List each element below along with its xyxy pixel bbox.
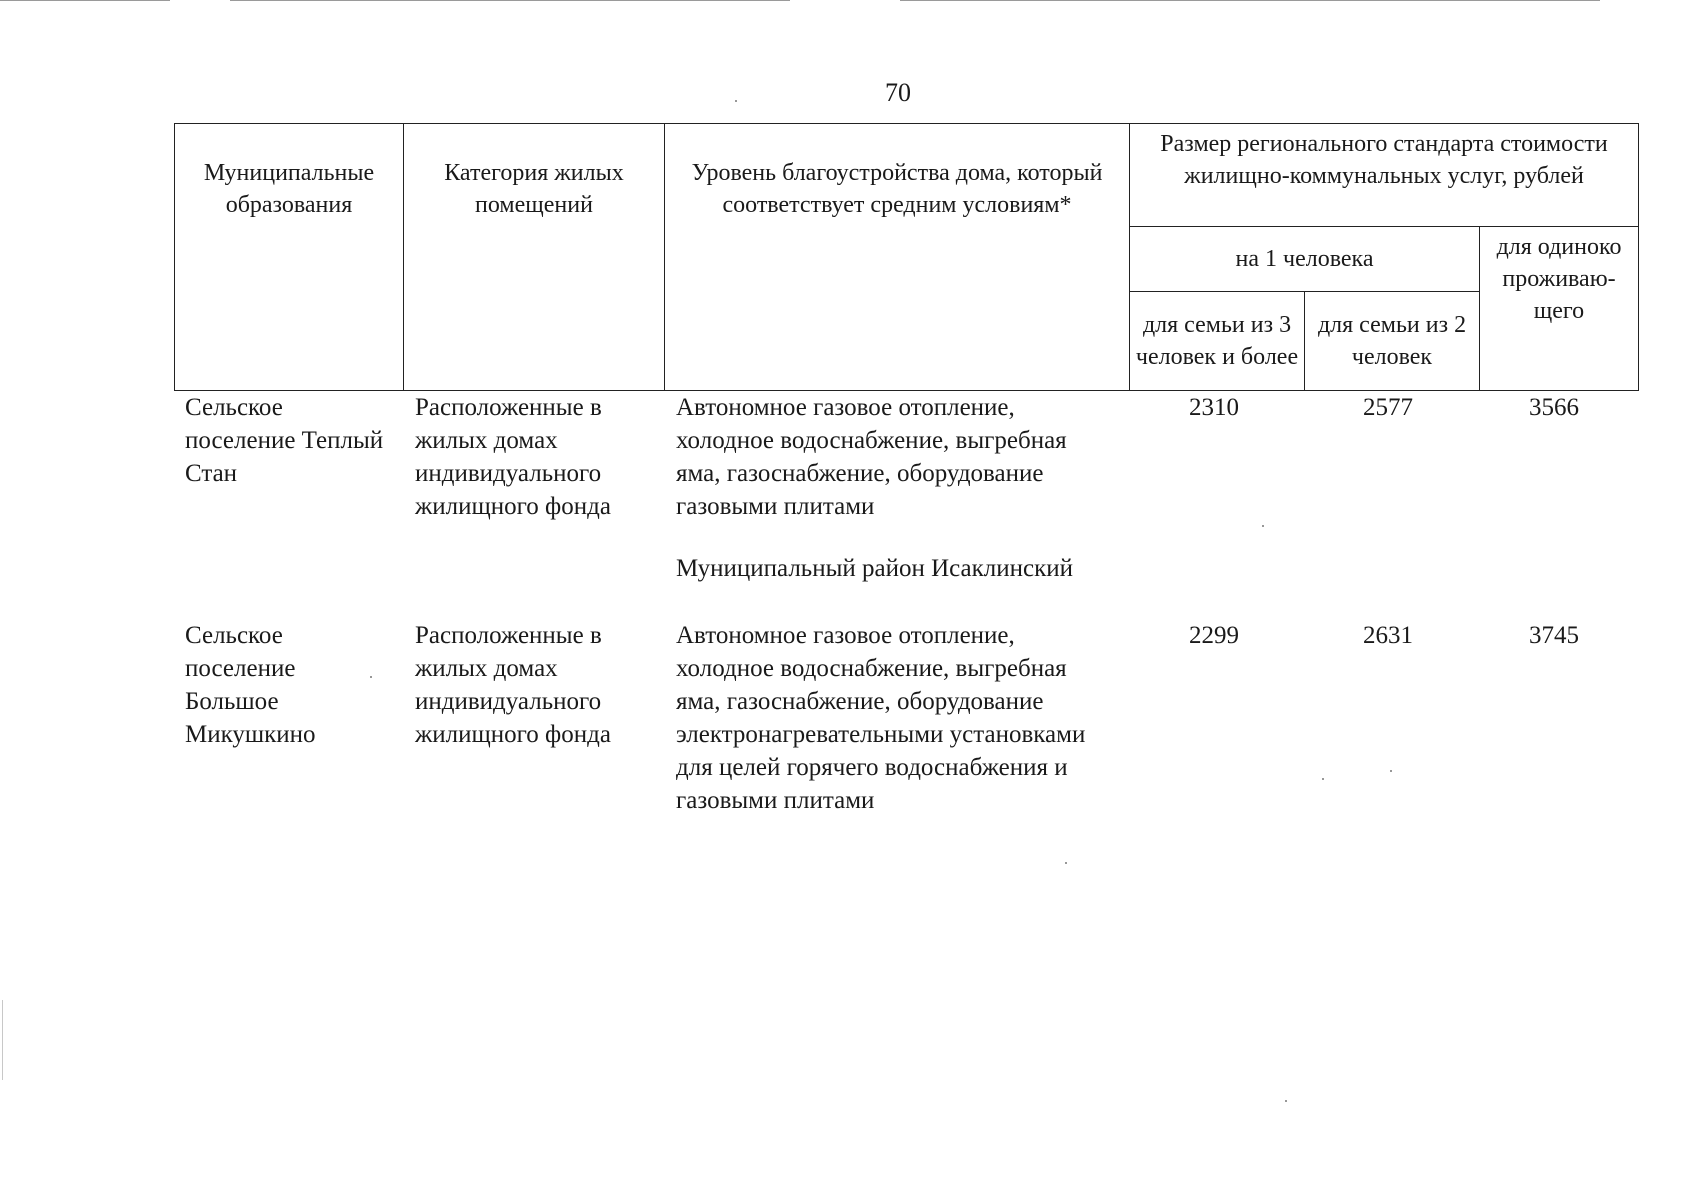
scan-speck [1285, 1100, 1287, 1102]
header-standard-size: Размер регионального стандарта стоимости жилищно-коммунальных услуг, рублей [1130, 124, 1639, 227]
header-per-person: на 1 человека [1130, 227, 1480, 292]
header-municipal: Муниципальные образования [175, 124, 404, 391]
scan-speck [370, 676, 372, 678]
row2-improvement: Автономное газовое отопление, холодное водоснабжение, выгребная яма, газоснабжение, оборудование электронагревательными установками для целей горячего водоснабжения и газовыми плитами [676, 622, 1086, 814]
header-family3: для семьи из 3 человек и более [1130, 292, 1305, 391]
row2-municipality: Сельское поселение Большое Микушкино [185, 622, 316, 748]
scan-speck [1262, 525, 1264, 527]
row2-family2: 2631 [1363, 622, 1413, 649]
scan-speck [1322, 778, 1324, 780]
scan-speck [735, 100, 737, 102]
row1-single: 3566 [1529, 394, 1579, 421]
row1-family3: 2310 [1189, 394, 1239, 421]
scan-edge-line [0, 0, 170, 1]
row2-single: 3745 [1529, 622, 1579, 649]
row1-category: Расположенные в жилых домах индивидуального жилищного фонда [415, 394, 611, 520]
header-category: Категория жилых помещений [404, 124, 665, 391]
row2-category: Расположенные в жилых домах индивидуального жилищного фонда [415, 622, 611, 748]
page-number: 70 [885, 78, 911, 107]
header-single: для одиноко проживаю-щего [1480, 227, 1639, 391]
scan-speck [1065, 862, 1067, 864]
table-header [174, 123, 1639, 391]
scan-edge-line [900, 0, 1600, 1]
scan-edge-line [230, 0, 790, 1]
scan-edge-line [2, 1000, 3, 1080]
district-heading: Муниципальный район Исаклинский [676, 555, 1074, 582]
row1-improvement: Автономное газовое отопление, холодное водоснабжение, выгребная яма, газоснабжение, оборудование газовыми плитами [676, 394, 1067, 520]
header-improvement: Уровень благоустройства дома, который соответствует средним условиям* [665, 124, 1130, 391]
scan-speck [1390, 770, 1392, 772]
header-family2: для семьи из 2 человек [1305, 292, 1480, 391]
row1-municipality: Сельское поселение Теплый Стан [185, 394, 384, 487]
row1-family2: 2577 [1363, 394, 1413, 421]
row2-family3: 2299 [1189, 622, 1239, 649]
